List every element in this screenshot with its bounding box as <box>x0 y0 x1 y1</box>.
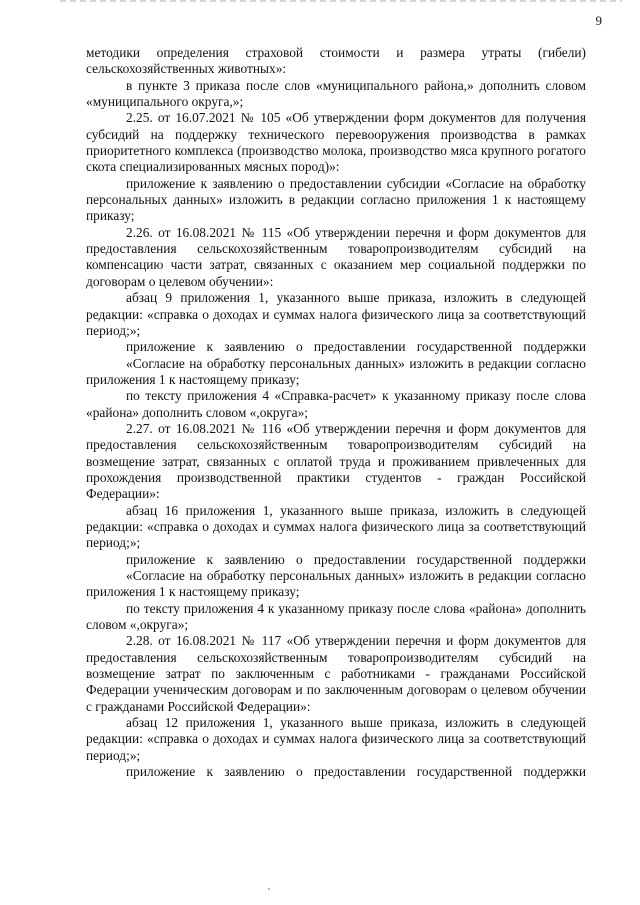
paragraph: абзац 12 приложения 1, указанного выше приказа, изложить в следующей редакции: «справка о доходах и суммах налога физического лица за соответствующий период;»; <box>86 715 586 763</box>
paragraph: в пункте 3 приказа после слов «муниципального района,» дополнить словом «муниципального округа,»; <box>86 77 586 110</box>
paragraph: по тексту приложения 4 «Справка-расчет» к указанному приказу после слова «района» дополнить словом «,округа»; <box>86 388 586 420</box>
paragraph: «Согласие на обработку персональных данных» изложить в редакции согласно приложения 1 к настоящему приказу; <box>86 568 586 600</box>
paragraph: 2.28. от 16.08.2021 № 117 «Об утверждении перечня и форм документов для предоставления сельскохозяйственным товаропроизводителям субсидий на возмещение затрат по заключенным с работниками - гражданами Российской Федерации ученическим договорам и по заключенным договорам о целевом обучении с гражданами Российской Федерации»: <box>86 633 586 714</box>
paragraph: 2.27. от 16.08.2021 № 116 «Об утверждении перечня и форм документов для предоставления сельскохозяйственным товаропроизводителям субсидий на возмещение затрат, связанных с оплатой труда и проживанием привлеченных для прохождения производственной практики студентов - граждан Российской Федерации»: <box>86 420 586 502</box>
paragraph: абзац 16 приложения 1, указанного выше приказа, изложить в следующей редакции: «справка о доходах и суммах налога физического лица за соответствующий период;»; <box>86 502 586 551</box>
paragraph: абзац 9 приложения 1, указанного выше приказа, изложить в следующей редакции: «справка о доходах и суммах налога физического лица за соответствующий период;»; <box>86 290 586 338</box>
paragraph: приложение к заявлению о предоставлении государственной поддержки <box>126 339 586 355</box>
paragraph: «Согласие на обработку персональных данных» изложить в редакции согласно приложения 1 к настоящему приказу; <box>86 355 586 387</box>
document-body <box>86 45 586 780</box>
paragraph: 2.25. от 16.07.2021 № 105 «Об утверждении форм документов для получения субсидий на поддержку технического перевооружения производства в рамках приоритетного комплекса (производство молока, производство мяса крупного рогатого скота специализированных мясных пород)»: <box>86 110 586 175</box>
paragraph: приложение к заявлению о предоставлении государственной поддержки <box>126 551 586 567</box>
scan-top-edge <box>60 0 622 2</box>
paragraph: методики определения страховой стоимости и размера утраты (гибели) сельскохозяйственных животных»: <box>86 45 586 77</box>
paragraph: приложение к заявлению о предоставлении субсидии «Согласие на обработку персональных данных» изложить в редакции согласно приложения 1 к настоящему приказу; <box>86 175 586 224</box>
scan-artifact <box>268 888 270 890</box>
paragraph: по тексту приложения 4 к указанному приказу после слова «района» дополнить словом «,округа»; <box>86 600 586 633</box>
page-number: 9 <box>595 13 602 28</box>
paragraph: приложение к заявлению о предоставлении государственной поддержки <box>126 764 586 780</box>
paragraph: 2.26. от 16.08.2021 № 115 «Об утверждении перечня и форм документов для предоставления сельскохозяйственным товаропроизводителям субсидий на компенсацию части затрат, связанных с оказанием мер социальной поддержки по договорам о целевом обучении»: <box>86 224 586 289</box>
